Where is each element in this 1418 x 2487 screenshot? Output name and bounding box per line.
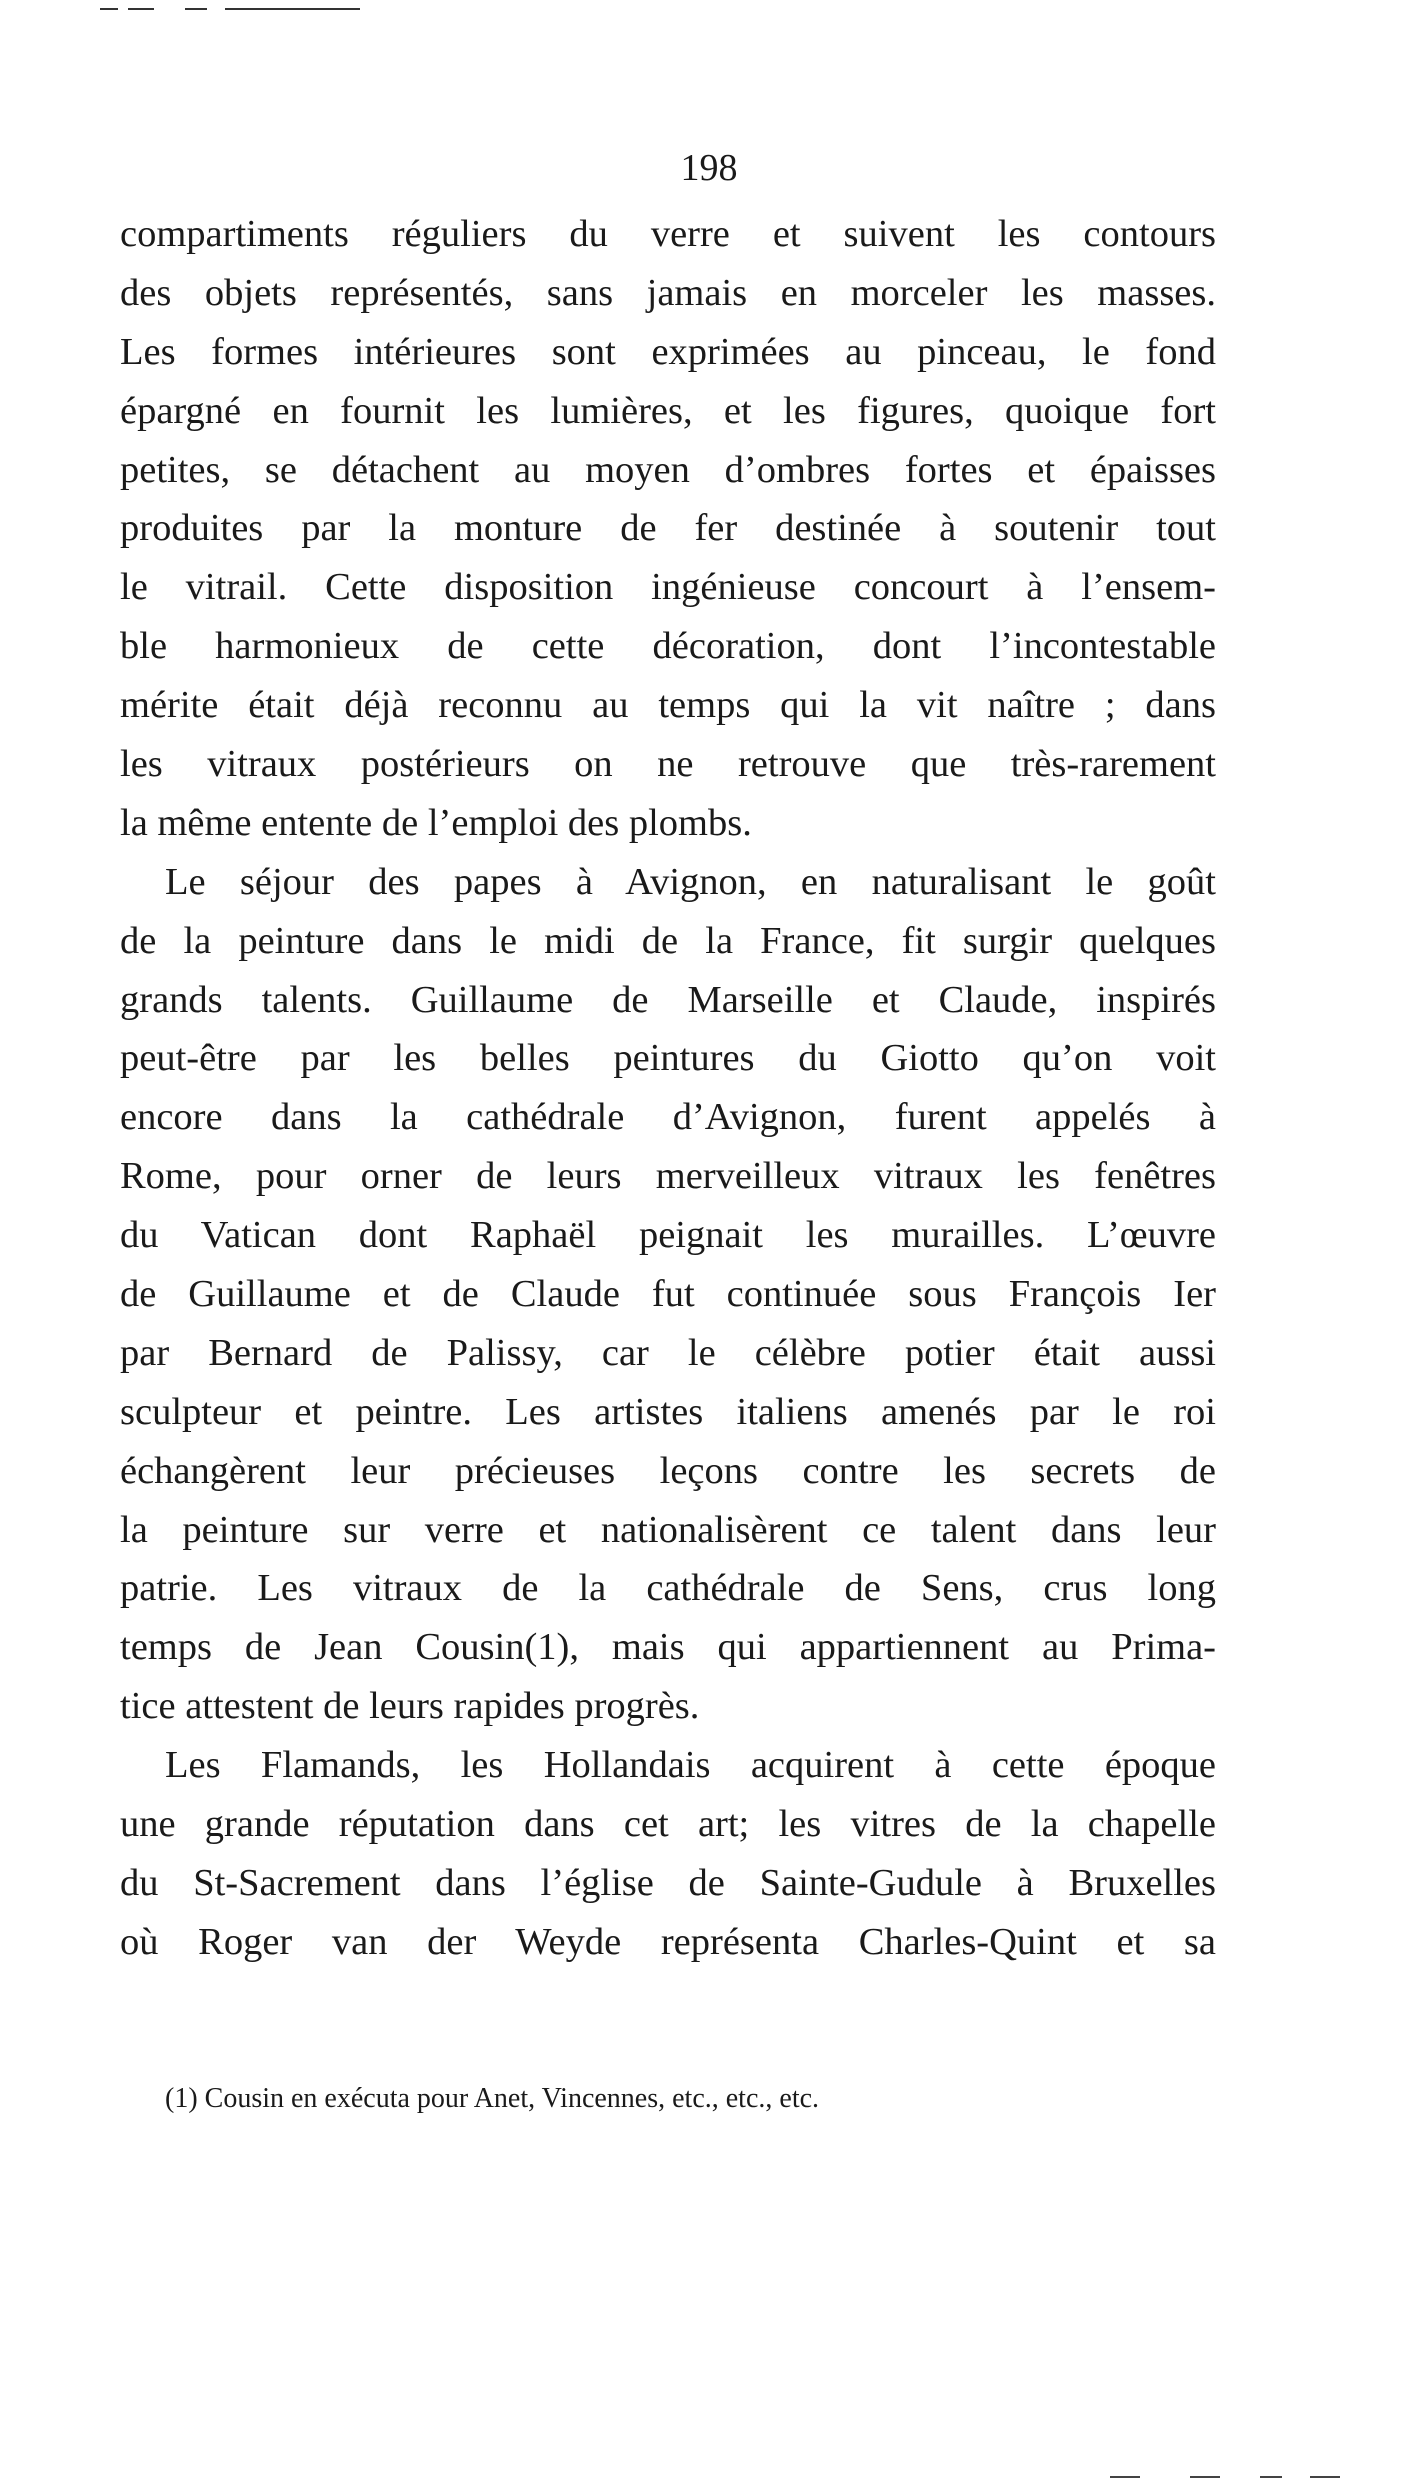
- bottom-scan-mark: [1310, 2476, 1340, 2478]
- text-line: épargné en fournit les lumières, et les figures, quoique fort: [120, 389, 1216, 432]
- bottom-scan-mark: [1110, 2476, 1140, 2478]
- text-line: produites par la monture de fer destinée à soutenir tout: [120, 507, 1216, 550]
- text-line: du St-Sacrement dans l’église de Sainte-Gudule à Bruxelles: [120, 1861, 1216, 1904]
- text-line: le vitrail. Cette disposition ingénieuse concourt à l’ensem-: [120, 566, 1216, 609]
- text-line: la peinture sur verre et nationalisèrent ce talent dans leur: [120, 1508, 1216, 1551]
- top-rule-mark: [185, 8, 207, 10]
- text-line: compartiments réguliers du verre et suivent les contours: [120, 213, 1216, 255]
- text-line: Les formes intérieures sont exprimées au pinceau, le fond: [120, 330, 1216, 373]
- top-rule-mark: [225, 8, 360, 10]
- text-line: une grande réputation dans cet art; les vitres de la chapelle: [120, 1803, 1216, 1846]
- text-line: sculpteur et peintre. Les artistes italiens amenés par le roi: [120, 1390, 1216, 1433]
- text-line: mérite était déjà reconnu au temps qui la vit naître ; dans: [120, 684, 1216, 727]
- text-line: Le séjour des papes à Avignon, en naturalisant le goût: [165, 860, 1216, 903]
- text-line: de la peinture dans le midi de la France, fit surgir quelques: [120, 919, 1216, 962]
- text-line: ble harmonieux de cette décoration, dont l’incontestable: [120, 625, 1216, 668]
- text-line: des objets représentés, sans jamais en morceler les masses.: [120, 271, 1216, 314]
- text-line: la même entente de l’emploi des plombs.: [120, 801, 752, 844]
- body-text: [120, 205, 1216, 1972]
- text-line: petites, se détachent au moyen d’ombres fortes et épaisses: [120, 448, 1216, 491]
- bottom-scan-mark: [1190, 2476, 1220, 2478]
- text-line: où Roger van der Weyde représenta Charles-Quint et sa: [120, 1920, 1216, 1963]
- page-number: 198: [680, 147, 738, 189]
- text-line: les vitraux postérieurs on ne retrouve que très-rarement: [120, 743, 1216, 786]
- text-line: tice attestent de leurs rapides progrès.: [120, 1685, 700, 1728]
- text-line: échangèrent leur précieuses leçons contre les secrets de: [120, 1449, 1216, 1492]
- top-rule-mark: [100, 8, 118, 10]
- text-line: encore dans la cathédrale d’Avignon, furent appelés à: [120, 1096, 1216, 1139]
- top-rule-mark: [128, 8, 154, 10]
- text-line: peut-être par les belles peintures du Giotto qu’on voit: [120, 1037, 1216, 1080]
- text-line: du Vatican dont Raphaël peignait les murailles. L’œuvre: [120, 1214, 1216, 1257]
- text-line: de Guillaume et de Claude fut continuée sous François Ier: [120, 1273, 1216, 1316]
- text-line: grands talents. Guillaume de Marseille et Claude, inspirés: [120, 978, 1216, 1021]
- text-line: par Bernard de Palissy, car le célèbre potier était aussi: [120, 1331, 1216, 1374]
- text-line: temps de Jean Cousin(1), mais qui appartiennent au Prima-: [120, 1626, 1216, 1669]
- text-line: Rome, pour orner de leurs merveilleux vitraux les fenêtres: [120, 1155, 1216, 1198]
- text-line: Les Flamands, les Hollandais acquirent à cette époque: [165, 1744, 1216, 1787]
- bottom-scan-mark: [1260, 2476, 1282, 2478]
- footnote: (1) Cousin en exécuta pour Anet, Vincennes, etc., etc., etc.: [165, 2083, 820, 2114]
- text-line: patrie. Les vitraux de la cathédrale de Sens, crus long: [120, 1567, 1216, 1610]
